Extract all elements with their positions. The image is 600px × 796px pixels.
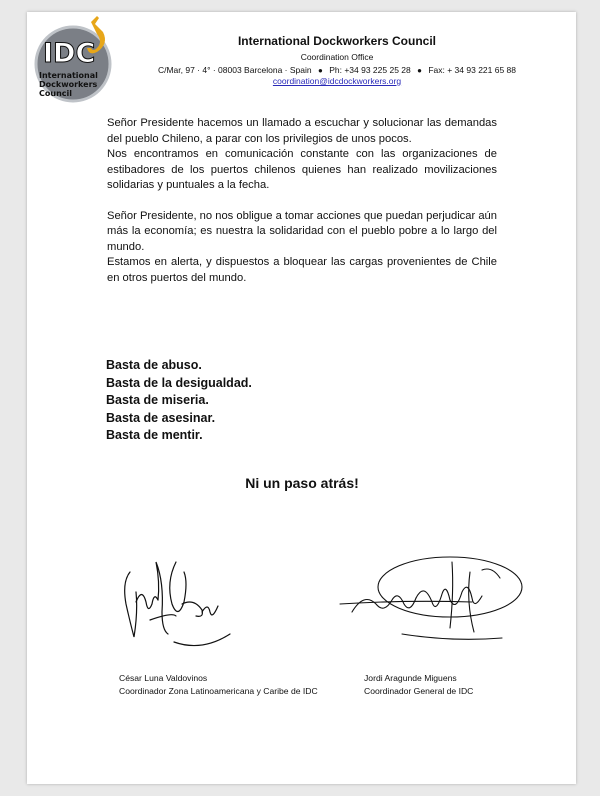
slogan: Ni un paso atrás! [245, 475, 359, 491]
signature-left [112, 542, 247, 662]
idc-logo [33, 14, 117, 104]
signer-left [119, 672, 318, 698]
office-label: Coordination Office [300, 52, 374, 62]
basta-list [106, 357, 406, 445]
signer-right [364, 672, 473, 698]
paragraph: Señor Presidente hacemos un llamado a escuchar y solucionar las demandas del pueblo Chileno, a parar con los privilegios de unos pocos. [107, 117, 497, 145]
letter-page [27, 12, 576, 784]
svg-text:International: International [39, 71, 98, 80]
paragraph: Señor Presidente, no nos obligue a tomar acciones que puedan perjudicar aún más la economía; es nuestra la solidaridad con el pueblo pobre a lo largo del mundo. [107, 209, 497, 253]
svg-text:IDC: IDC [43, 38, 96, 69]
signer-role: Coordinador Zona Latinoamericana y Caribe de IDC [119, 686, 318, 696]
signer-name: César Luna Valdovinos [119, 673, 208, 683]
basta-line: Basta de asesinar. [106, 410, 216, 425]
basta-line: Basta de mentir. [106, 428, 203, 443]
org-name: International Dockworkers Council [237, 34, 437, 48]
svg-text:Dockworkers: Dockworkers [39, 80, 98, 89]
phone: Ph: +34 93 225 25 28 [329, 65, 411, 75]
paragraph: Estamos en alerta, y dispuestos a bloquear las cargas provenientes de Chile en otros puertos del mundo. [107, 256, 497, 284]
bullet-icon: ● [417, 66, 422, 75]
signer-role: Coordinador General de IDC [364, 686, 474, 696]
bullet-icon: ● [318, 66, 323, 75]
contact-line [147, 65, 527, 75]
address: C/Mar, 97 · 4° · 08003 Barcelona · Spain [157, 65, 312, 75]
basta-line: Basta de abuso. [106, 358, 202, 372]
fax: Fax: + 34 93 221 65 88 [428, 65, 517, 75]
letter-body [107, 116, 497, 286]
signature-right [332, 542, 527, 657]
basta-line: Basta de miseria. [106, 393, 209, 408]
email-link[interactable]: coordination@idcdockworkers.org [272, 76, 402, 86]
paragraph: Nos encontramos en comunicación constante con las organizaciones de estibadores de los puertos chilenos quienes han realizado movilizaciones solidarias y puntuales a la fecha. [107, 148, 497, 191]
signer-name: Jordi Aragunde Miguens [364, 673, 457, 683]
basta-line: Basta de la desigualdad. [106, 375, 252, 390]
svg-text:Council: Council [39, 89, 72, 98]
